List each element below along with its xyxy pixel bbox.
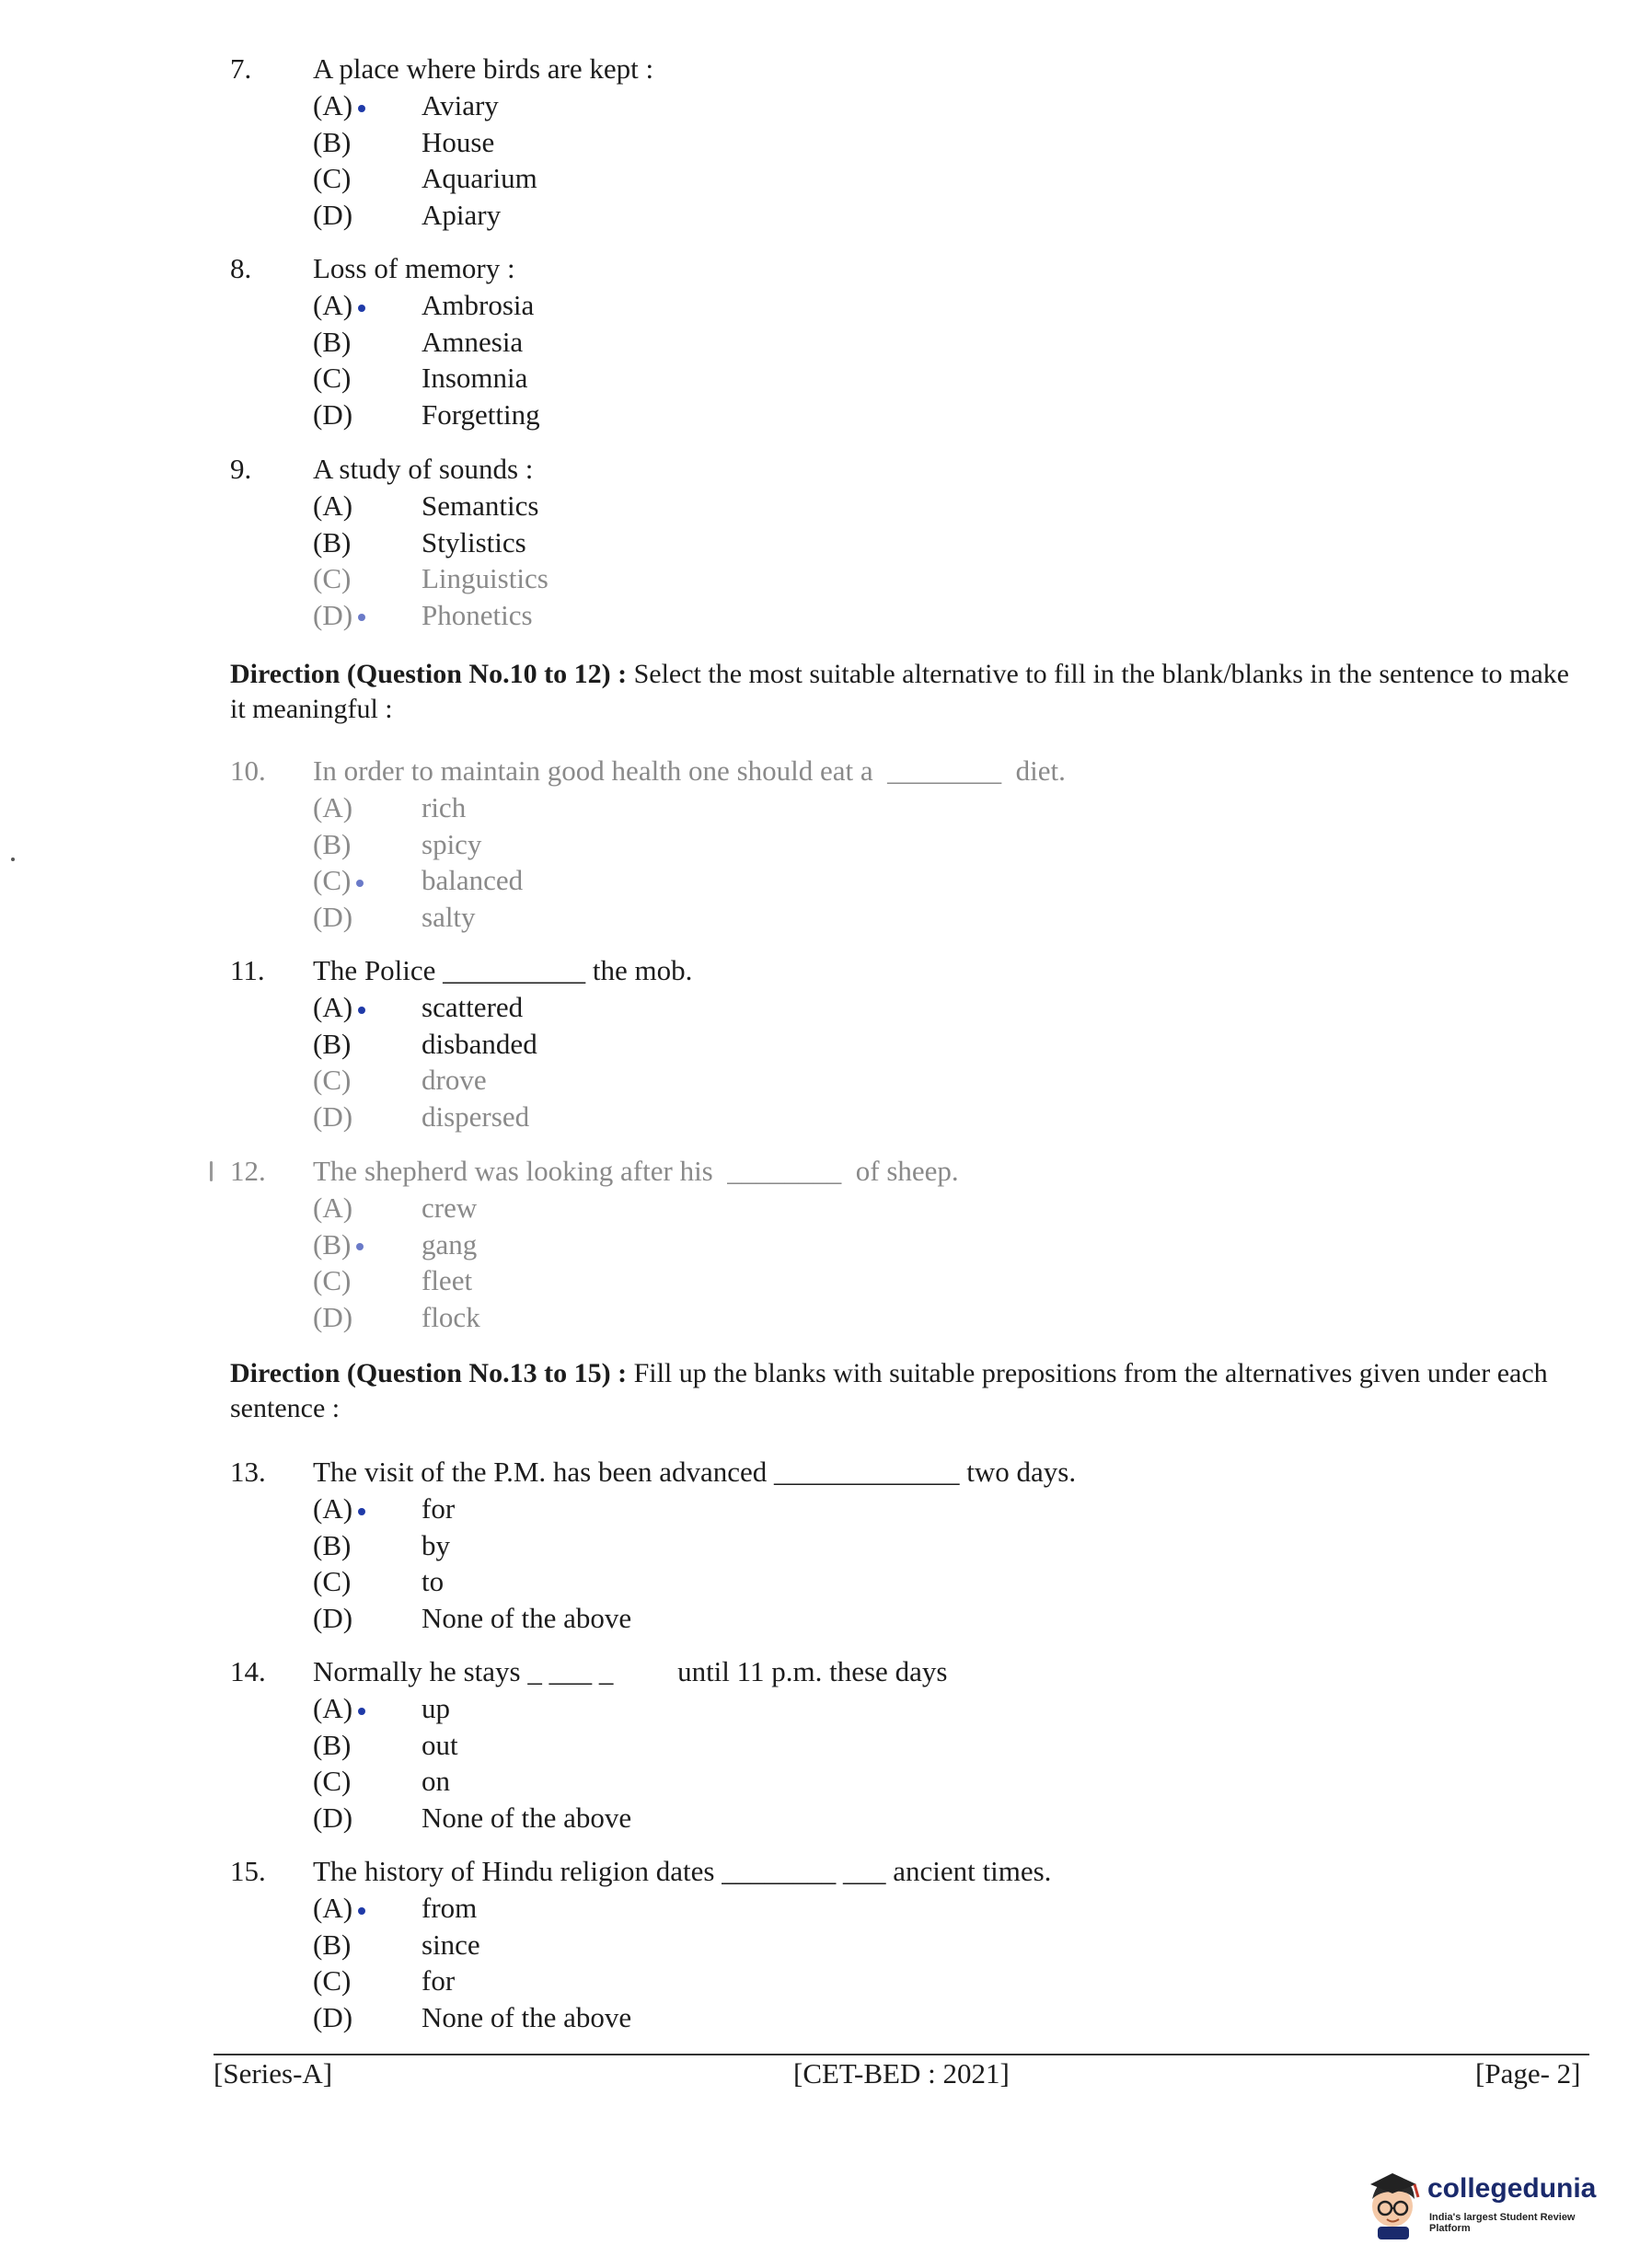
option-label: (C): [313, 562, 352, 594]
option: [313, 1800, 1592, 1836]
question-text: In order to maintain good health one should eat a ________ diet.: [313, 754, 1066, 787]
option-label: (B): [313, 525, 352, 558]
option-label: (B): [313, 1227, 352, 1261]
option: [313, 488, 1592, 524]
option-text: for: [422, 1492, 456, 1525]
option-label: (A): [313, 1892, 353, 1924]
question-text: The visit of the P.M. has been advanced _____________ two days.: [313, 1456, 1077, 1488]
option-label: (D): [313, 1099, 353, 1133]
option-label: (D): [313, 1601, 353, 1634]
question-text: A place where birds are kept :: [313, 52, 654, 85]
scan-speck: [11, 858, 15, 861]
footer-divider: [214, 2054, 1589, 2055]
option-text: Apiary: [422, 198, 502, 231]
direction-10-12: [230, 657, 1583, 727]
option-label: (B): [313, 1928, 352, 1961]
option: [313, 1963, 1592, 1999]
option-text: Semantics: [422, 489, 539, 522]
answer-mark-icon: [358, 1007, 365, 1014]
option: [313, 1062, 1592, 1099]
footer-page: [Page- 2]: [1475, 2057, 1581, 2090]
question-8: [230, 250, 1592, 432]
option-label: (A): [313, 1692, 353, 1724]
option-text: balanced: [422, 864, 524, 896]
question-text: Normally he stays _ ___ _ until 11 p.m. these days: [313, 1655, 948, 1687]
option-text: flock: [422, 1300, 480, 1333]
option-label: (D): [313, 1801, 353, 1834]
option-text: Stylistics: [422, 525, 526, 558]
answer-mark-icon: [356, 1243, 364, 1250]
option-label: (B): [313, 827, 352, 860]
option: [313, 324, 1592, 361]
option-label: (D): [313, 598, 353, 631]
collegedunia-logo[interactable]: [1365, 2168, 1613, 2241]
question-11: [230, 952, 1592, 1134]
option-label: (C): [313, 1064, 352, 1096]
question-number: 9.: [230, 453, 252, 485]
question-number: 7.: [230, 52, 252, 85]
question-number: 8.: [230, 252, 252, 284]
direction-heading: Direction (Question No.10 to 12) :: [230, 659, 628, 689]
option: [313, 899, 1592, 936]
option: [313, 1890, 1592, 1927]
direction-text: Select the most suitable alternative to fill in the blank/blanks in the sentence to make it meaningful :: [230, 659, 1569, 724]
option: [313, 1527, 1592, 1564]
question-number: 10.: [230, 754, 266, 787]
option: [313, 560, 1592, 597]
option-label: (A): [313, 791, 353, 823]
question-number: 13.: [230, 1456, 266, 1488]
option-text: Phonetics: [422, 598, 533, 631]
option: [313, 197, 1592, 234]
option-text: out: [422, 1728, 458, 1761]
answer-mark-icon: [358, 1907, 365, 1915]
option-text: on: [422, 1765, 450, 1797]
option-label: (A): [313, 489, 353, 522]
option-label: (C): [313, 1765, 352, 1797]
question-number: 15.: [230, 1855, 266, 1887]
option-text: scattered: [422, 991, 524, 1023]
option-label: (B): [313, 1027, 352, 1060]
question-text: The shepherd was looking after his ________ of sheep.: [313, 1155, 959, 1187]
option: [313, 597, 1592, 634]
option-label: (D): [313, 2000, 353, 2033]
option-text: for: [422, 1964, 456, 1997]
option: [313, 862, 1592, 899]
option: [313, 287, 1592, 324]
answer-mark-icon: [356, 880, 364, 887]
question-9: [230, 451, 1592, 633]
direction-text: Fill up the blanks with suitable prepositions from the alternatives given under each sentence :: [230, 1358, 1548, 1423]
question-7: [230, 51, 1592, 233]
option-text: House: [422, 125, 495, 158]
question-10: [230, 753, 1592, 935]
option: [313, 124, 1592, 161]
option-text: disbanded: [422, 1027, 537, 1060]
option-text: None of the above: [422, 1801, 632, 1834]
option: [313, 1727, 1592, 1764]
option-text: rich: [422, 791, 467, 823]
logo-wordmark: collegedunia: [1427, 2173, 1597, 2204]
option: [313, 360, 1592, 397]
option: [313, 87, 1592, 124]
option-label: (D): [313, 900, 353, 933]
option-text: up: [422, 1692, 450, 1724]
direction-heading: Direction (Question No.13 to 15) :: [230, 1358, 628, 1388]
question-15: [230, 1853, 1592, 2035]
question-text: Loss of memory :: [313, 252, 515, 284]
option: [313, 989, 1592, 1026]
footer-exam: [CET-BED : 2021]: [793, 2057, 1010, 2090]
option: [313, 1026, 1592, 1063]
option-text: drove: [422, 1064, 487, 1096]
option-label: (C): [313, 1964, 352, 1997]
option-label: (D): [313, 397, 353, 431]
option-text: Aviary: [422, 89, 499, 121]
option-label: (A): [313, 89, 353, 121]
option-text: salty: [422, 900, 476, 933]
option-text: Amnesia: [422, 325, 524, 358]
option: [313, 789, 1592, 826]
option-text: gang: [422, 1227, 478, 1261]
option-text: None of the above: [422, 2000, 632, 2033]
option: [313, 1999, 1592, 2036]
option: [313, 1491, 1592, 1527]
question-text: The Police __________ the mob.: [313, 954, 693, 986]
option: [313, 826, 1592, 863]
answer-mark-icon: [358, 1508, 365, 1515]
option-label: (B): [313, 1728, 352, 1761]
option-text: Ambrosia: [422, 289, 535, 321]
option: [313, 397, 1592, 433]
option-text: since: [422, 1928, 480, 1961]
option: [313, 1690, 1592, 1727]
answer-mark-icon: [358, 1708, 365, 1715]
option-label: (B): [313, 325, 352, 358]
option-text: from: [422, 1892, 478, 1924]
option-label: (B): [313, 125, 352, 158]
option-label: (A): [313, 1492, 353, 1525]
option-label: (C): [313, 162, 352, 194]
option: [313, 1190, 1592, 1226]
option-label: (C): [313, 1264, 352, 1296]
answer-mark-icon: [358, 305, 365, 312]
option-text: Linguistics: [422, 562, 549, 594]
question-number: 12.: [230, 1155, 266, 1187]
option: [313, 1226, 1592, 1263]
option-text: crew: [422, 1192, 478, 1224]
option-label: (D): [313, 198, 353, 231]
question-13: [230, 1454, 1592, 1636]
option-text: fleet: [422, 1264, 473, 1296]
question-number: 11.: [230, 954, 265, 986]
logo-tagline: India's largest Student Review Platform: [1429, 2212, 1576, 2234]
answer-mark-icon: [358, 614, 365, 621]
option-label: (A): [313, 991, 353, 1023]
question-text: The history of Hindu religion dates ________ ___ ancient times.: [313, 1855, 1052, 1887]
option: [313, 1262, 1592, 1299]
option: [313, 1763, 1592, 1800]
option-label: (B): [313, 1528, 352, 1561]
option-label: (A): [313, 1192, 353, 1224]
question-number: 14.: [230, 1655, 266, 1687]
option: [313, 1563, 1592, 1600]
question-14: [230, 1653, 1592, 1836]
option-text: spicy: [422, 827, 482, 860]
mascot-icon: [1365, 2168, 1424, 2241]
option-label: (C): [313, 1565, 352, 1597]
option: [313, 1927, 1592, 1963]
option-label: (C): [313, 362, 352, 394]
answer-mark-icon: [358, 105, 365, 112]
option-text: Aquarium: [422, 162, 537, 194]
option: [313, 1299, 1592, 1336]
footer-series: [Series-A]: [214, 2057, 333, 2090]
option: [313, 1600, 1592, 1637]
option-text: to: [422, 1565, 445, 1597]
option: [313, 524, 1592, 561]
option-label: (D): [313, 1300, 353, 1333]
option-label: (C): [313, 864, 352, 896]
option-text: Forgetting: [422, 397, 540, 431]
option: [313, 1099, 1592, 1135]
option-label: (A): [313, 289, 353, 321]
direction-13-15: [230, 1356, 1583, 1426]
question-text: A study of sounds :: [313, 453, 534, 485]
option-text: by: [422, 1528, 450, 1561]
option: [313, 160, 1592, 197]
option-text: Insomnia: [422, 362, 528, 394]
option-text: dispersed: [422, 1099, 530, 1133]
question-12: [230, 1153, 1592, 1335]
scan-mark: [210, 1161, 213, 1181]
option-text: None of the above: [422, 1601, 632, 1634]
